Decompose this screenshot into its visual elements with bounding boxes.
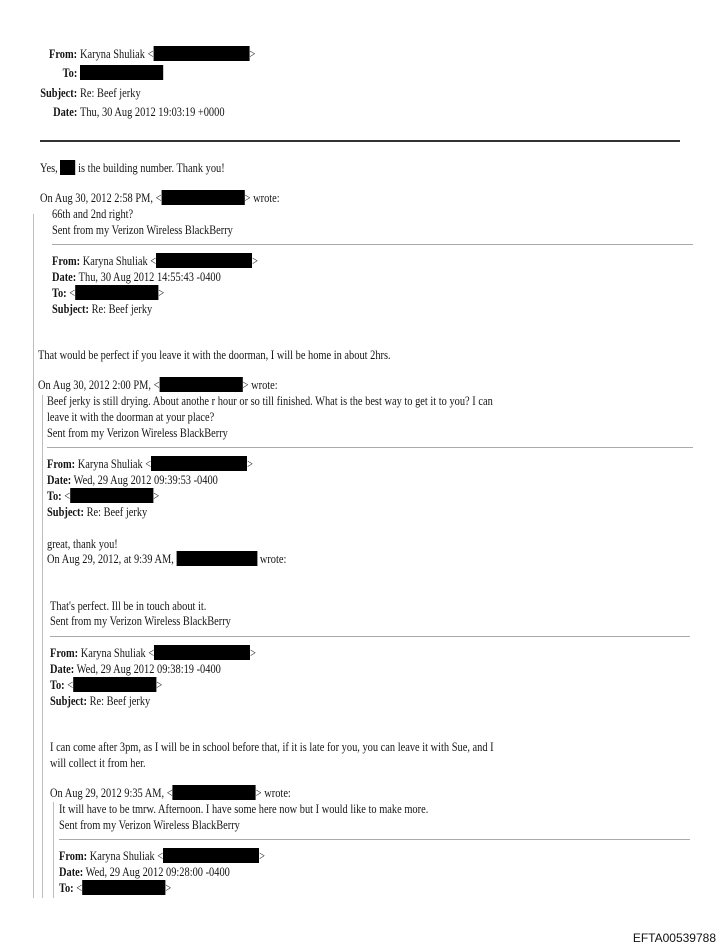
quote-2-line: Beef jerky is still drying. About anothe r hour or so till finished. What is the best way to get it to you? I can <box>47 393 493 408</box>
redaction <box>151 456 247 471</box>
quote-3-line: That's perfect. Ill be in touch about it. <box>50 598 207 613</box>
m3-to: To: < > <box>47 488 160 503</box>
header-date: Thu, 30 Aug 2012 19:03:19 +0000 <box>80 104 225 119</box>
header-to <box>80 65 163 81</box>
divider <box>52 244 693 245</box>
divider <box>59 839 690 840</box>
redaction <box>70 488 153 503</box>
header-from: Karyna Shuliak < > <box>80 46 256 61</box>
divider <box>50 636 690 637</box>
reply-4-line: I can come after 3pm, as I will be in school before that, if it is late for you, you can leave it with Sue, and I <box>50 739 494 754</box>
header-divider <box>40 140 680 142</box>
redaction <box>153 46 249 61</box>
quote-3-attribution: On Aug 29, 2012, at 9:39 AM, wrote: <box>47 551 287 566</box>
redaction <box>82 880 165 895</box>
redaction <box>156 253 252 268</box>
m2-subject: Subject: Re: Beef jerky <box>52 301 153 316</box>
m5-to: To: < > <box>59 880 172 895</box>
reply-3: great, thank you! <box>47 536 118 551</box>
m4-subject: Subject: Re: Beef jerky <box>50 693 151 708</box>
redaction <box>176 551 257 566</box>
quote-3-line: Sent from my Verizon Wireless BlackBerry <box>50 613 231 628</box>
quote-2-attribution: On Aug 30, 2012 2:00 PM, < > wrote: <box>38 377 278 392</box>
redaction <box>80 65 163 80</box>
quote-1-attribution: On Aug 30, 2012 2:58 PM, < > wrote: <box>40 190 280 205</box>
reply-2: That would be perfect if you leave it with the doorman, I will be home in about 2hrs. <box>38 347 391 362</box>
quote-4-line: It will have to be tmrw. Afternoon. I have some here now but I would like to make more. <box>59 801 429 816</box>
redaction <box>163 848 259 863</box>
quote-border-3 <box>53 802 54 898</box>
quote-4-line: Sent from my Verizon Wireless BlackBerry <box>59 817 240 832</box>
m2-to: To: < > <box>52 285 165 300</box>
redaction <box>154 645 250 660</box>
header-subject: Re: Beef jerky <box>80 85 141 100</box>
m4-date: Date: Wed, 29 Aug 2012 09:38:19 -0400 <box>50 661 221 676</box>
redaction <box>173 785 256 800</box>
m5-date: Date: Wed, 29 Aug 2012 09:28:00 -0400 <box>59 864 230 879</box>
document-id: EFTA00539788 <box>632 931 716 945</box>
reply-4-line: will collect it from her. <box>50 755 146 770</box>
m5-from: From: Karyna Shuliak < > <box>59 848 266 863</box>
quote-2-line: Sent from my Verizon Wireless BlackBerry <box>47 425 228 440</box>
m4-to: To: < > <box>50 677 163 692</box>
redaction <box>60 160 75 175</box>
redaction <box>159 377 242 392</box>
quote-1-line: 66th and 2nd right? <box>52 206 134 221</box>
m3-from: From: Karyna Shuliak < > <box>47 456 254 471</box>
reply-1: Yes, is the building number. Thank you! <box>40 160 225 175</box>
divider <box>47 447 693 448</box>
quote-border-1 <box>33 214 34 898</box>
m4-from: From: Karyna Shuliak < > <box>50 645 257 660</box>
m2-from: From: Karyna Shuliak < > <box>52 253 259 268</box>
header-date-label: Date: <box>52 104 77 119</box>
header-from-label: From: <box>48 46 77 61</box>
redaction <box>73 677 156 692</box>
m3-date: Date: Wed, 29 Aug 2012 09:39:53 -0400 <box>47 472 218 487</box>
header-subject-label: Subject: <box>40 85 77 100</box>
quote-border-2 <box>42 395 43 898</box>
quote-1-line: Sent from my Verizon Wireless BlackBerry <box>52 222 233 237</box>
m3-subject: Subject: Re: Beef jerky <box>47 504 148 519</box>
quote-4-attribution: On Aug 29, 2012 9:35 AM, < > wrote: <box>50 785 291 800</box>
m2-date: Date: Thu, 30 Aug 2012 14:55:43 -0400 <box>52 269 221 284</box>
redaction <box>75 285 158 300</box>
redaction <box>161 190 244 205</box>
quote-2-line: leave it with the doorman at your place? <box>47 409 215 424</box>
header-to-label: To: <box>62 65 77 80</box>
